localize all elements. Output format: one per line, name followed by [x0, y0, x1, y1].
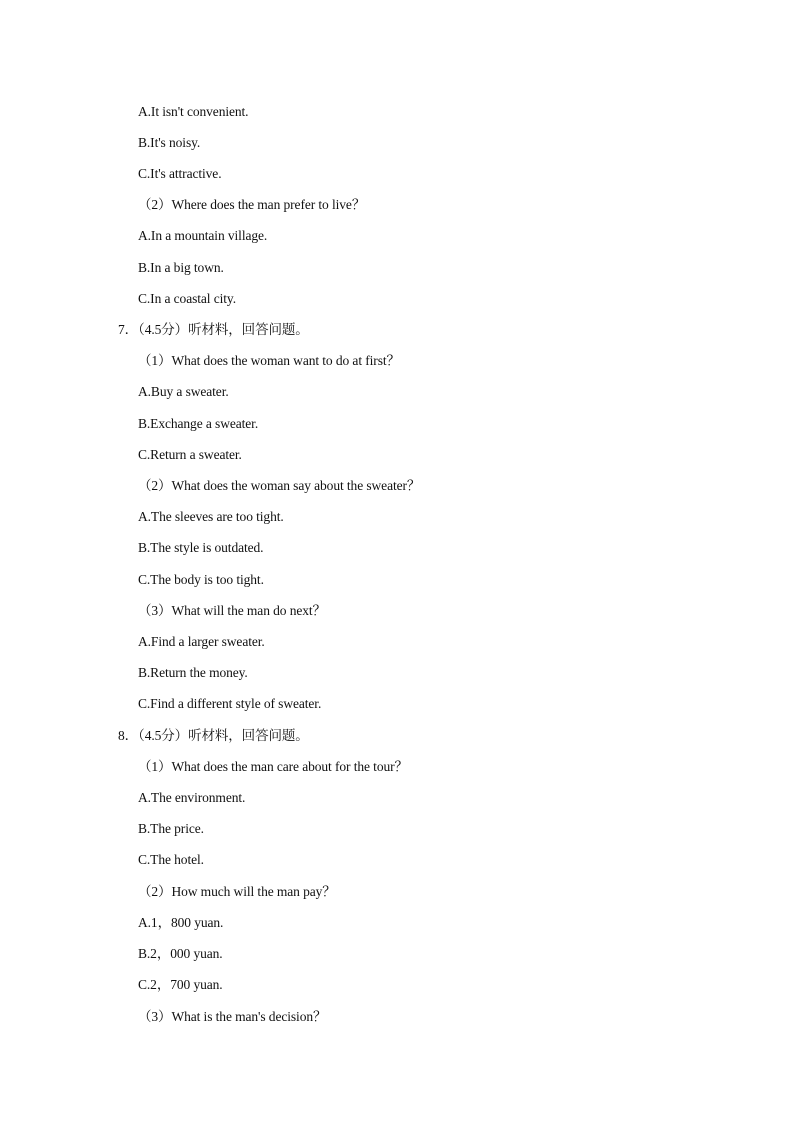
option-line: A.1，800 yuan. [138, 915, 224, 930]
sub-question: （2）What does the woman say about the sweater？ [138, 478, 421, 493]
option-line: A.Find a larger sweater. [138, 634, 265, 649]
sub-question: （2）How much will the man pay？ [138, 884, 336, 899]
sub-question: （1）What does the woman want to do at first？ [138, 353, 400, 368]
option-line: B.In a big town. [138, 260, 224, 275]
question-heading: 7．（4.5分）听材料，回答问题。 [118, 322, 309, 337]
option-line: C.In a coastal city. [138, 291, 236, 306]
sub-question: （1）What does the man care about for the tour？ [138, 759, 408, 774]
option-line: A.Buy a sweater. [138, 384, 229, 399]
option-line: B.The style is outdated. [138, 540, 264, 555]
option-line: A.In a mountain village. [138, 228, 268, 243]
sub-question: （3）What will the man do next？ [138, 603, 326, 618]
option-line: B.It's noisy. [138, 135, 201, 150]
option-line: A.The sleeves are too tight. [138, 509, 284, 524]
option-line: C.Return a sweater. [138, 447, 242, 462]
option-line: C.Find a different style of sweater. [138, 696, 322, 711]
sub-question: （3）What is the man's decision？ [138, 1009, 327, 1024]
option-line: B.Return the money. [138, 665, 248, 680]
option-line: C.The hotel. [138, 852, 204, 867]
option-line: C.It's attractive. [138, 166, 222, 181]
sub-question: （2）Where does the man prefer to live？ [138, 197, 366, 212]
option-line: C.The body is too tight. [138, 572, 264, 587]
option-line: B.Exchange a sweater. [138, 416, 259, 431]
option-line: A.The environment. [138, 790, 246, 805]
question-heading: 8．（4.5分）听材料，回答问题。 [118, 728, 309, 743]
option-line: B.2，000 yuan. [138, 946, 223, 961]
option-line: C.2，700 yuan. [138, 977, 223, 992]
option-line: B.The price. [138, 821, 204, 836]
option-line: A.It isn't convenient. [138, 104, 249, 119]
